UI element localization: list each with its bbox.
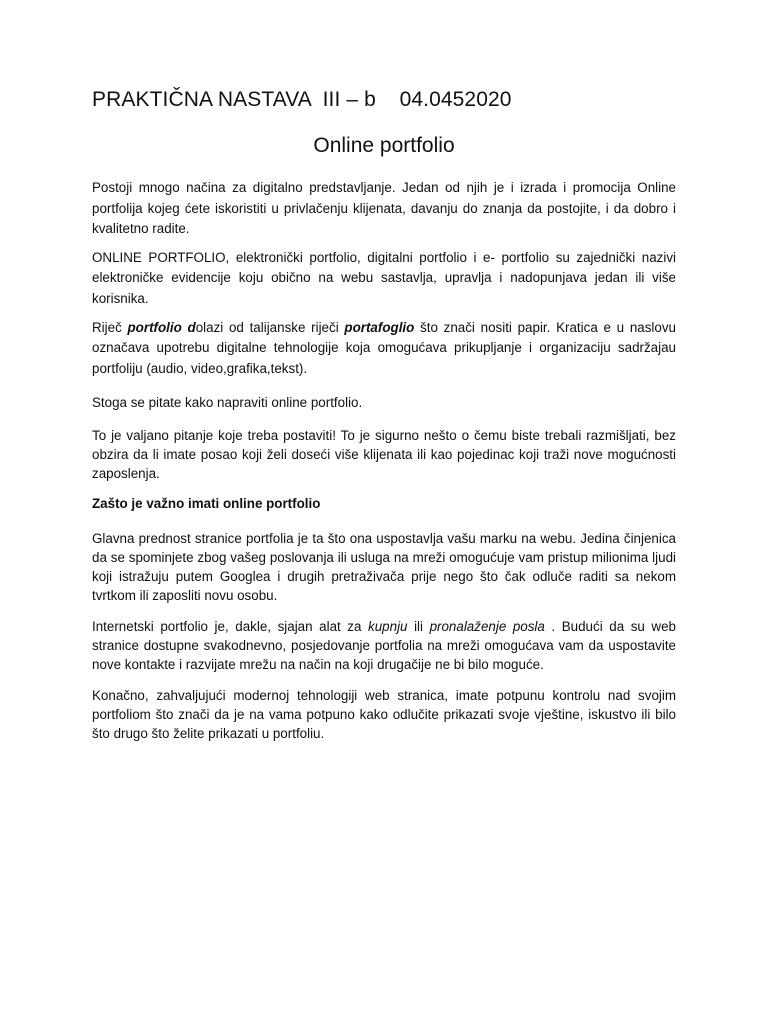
etymology-text-3: što znači nositi papir. Kratica e u naslovu označava upotrebu digitalne tehnologije koja omogućava prikupljanje i organizaciju sadržajau portfoliju (audio, video,grafika,tekst). [92,319,677,376]
paragraph-definition: ONLINE PORTFOLIO, elektronički portfolio, digitalni portfolio i e- portfolio su zajednički nazivi elektroničke evidencije koju obično na webu sastavlja, upravlja i nadopunjava jedan ili više korisnika. [92,249,676,306]
term-portafoglio: portafoglio [344,319,415,335]
document-title: Online portfolio [313,134,455,157]
paragraph-valid-question: To je valjano pitanje koje treba postaviti! To je sigurno nešto o čemu biste trebali razmišljati, bez obzira da li imate posao koji želi doseći više klijenata ili kao pojedinac koji traži nove mogućnosti zaposlenja. [92,427,676,481]
document-header: PRAKTIČNA NASTAVA III – b 04.0452020 [92,88,512,111]
paragraph-conclusion: Konačno, zahvaljujući modernoj tehnologiji web stranica, imate potpunu kontrolu nad svojim portfoliom što znači da je na vama potpuno kako odlučite prikazati svoje vještine, iskustvo ili bilo što drugo što želite prikazati u portfoliu. [92,687,676,741]
paragraph-question: Stoga se pitate kako napraviti online portfolio. [92,395,363,411]
paragraph-etymology [92,318,676,380]
section-heading: Zašto je važno imati online portfolio [92,495,321,511]
etymology-text-1: Riječ [92,319,128,335]
term-pronalazenje-posla: pronalaženje posla [429,618,545,634]
paragraph-internet-portfolio [92,617,676,674]
internet-text-2: ili [407,618,430,634]
internet-text-3: . Budući da su web stranice dostupne svakodnevno, posjedovanje portfolia na mreži omogućava vam da uspostavite nove kontakte i razvijate mrežu na način na koji drugačije ne bi bilo moguće. [92,618,676,672]
term-portfolio: portfolio d [127,319,196,335]
paragraph-main-advantage: Glavna prednost stranice portfolia je ta što ona uspostavlja vašu marku na webu. Jedina činjenica da se spominjete zbog vašeg poslovanja ili usluga na mreži omogućuje vam pristup milionima ljudi koji istražuju putem Googlea i drugih pretraživača prije nego što čak odluče raditi sa nekom tvrtkom ili zaposliti novu osobu. [92,530,676,603]
internet-text-1: Internetski portfolio je, dakle, sjajan alat za [92,618,369,634]
term-kupnju: kupnju [368,618,408,634]
document-body [92,178,676,743]
etymology-text-2: olazi od talijanske riječi [195,319,345,335]
paragraph-intro: Postoji mnogo načina za digitalno predstavljanje. Jedan od njih je i izrada i promocija Online portfolija kojeg ćete iskoristiti u privlačenju klijenata, davanju do znanja da postojite, i da dobro i kvalitetno radite. [92,180,676,237]
